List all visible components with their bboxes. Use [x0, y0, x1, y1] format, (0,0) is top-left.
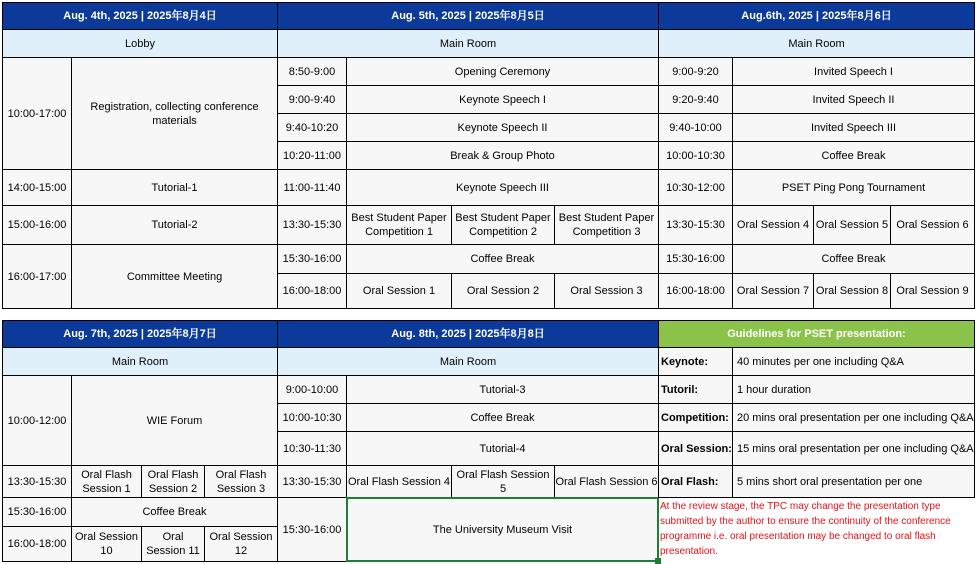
day1-event-3: Tutorial-2: [71, 205, 278, 245]
day4-time-4: 16:00-18:00: [2, 526, 72, 562]
day1-time-1: 10:00-17:00: [2, 57, 72, 170]
guideline-text-tutorial: 1 hour duration: [732, 375, 975, 404]
day3-oral-5: Oral Session 5: [813, 205, 891, 245]
day4-oral-11: Oral Session 11: [141, 526, 205, 562]
day5-flash-4: Oral Flash Session 4: [346, 465, 452, 498]
day2-event-7: Coffee Break: [346, 244, 659, 274]
guideline-text-keynote: 40 minutes per one including Q&A: [732, 347, 975, 376]
day3-header: Aug.6th, 2025 | 2025年8月6日: [658, 2, 975, 30]
day3-time-7: 15:30-16:00: [658, 244, 733, 274]
day4-time-3: 15:30-16:00: [2, 497, 72, 527]
day4-oral-10: Oral Session 10: [71, 526, 142, 562]
day5-time-4: 13:30-15:30: [277, 465, 347, 498]
day4-header: Aug. 7th, 2025 | 2025年8月7日: [2, 320, 278, 348]
day1-time-4: 16:00-17:00: [2, 244, 72, 309]
day3-time-8: 16:00-18:00: [658, 273, 733, 309]
day1-event-1: Registration, collecting conference materials: [71, 57, 278, 170]
day3-room: Main Room: [658, 29, 975, 58]
day5-event-3: Tutorial-4: [346, 431, 659, 466]
day2-competition-2: Best Student Paper Competition 2: [451, 205, 555, 245]
day3-event-2: Invited Speech II: [732, 85, 975, 114]
day4-time-2: 13:30-15:30: [2, 465, 72, 498]
day3-event-7: Coffee Break: [732, 244, 975, 274]
day2-competition-1: Best Student Paper Competition 1: [346, 205, 452, 245]
guideline-label-competition: Competition:: [658, 403, 733, 432]
day2-oral-2: Oral Session 2: [451, 273, 555, 309]
day3-oral-6: Oral Session 6: [890, 205, 975, 245]
day2-oral-3: Oral Session 3: [554, 273, 659, 309]
day3-oral-8: Oral Session 8: [813, 273, 891, 309]
guideline-label-oral-session: Oral Session:: [658, 431, 733, 466]
day1-header: Aug. 4th, 2025 | 2025年8月4日: [2, 2, 278, 30]
guidelines-header: Guidelines for PSET presentation:: [658, 320, 975, 348]
day3-time-5: 10:30-12:00: [658, 169, 733, 206]
day3-oral-4: Oral Session 4: [732, 205, 814, 245]
day4-event-1: WIE Forum: [71, 375, 278, 466]
day1-time-3: 15:00-16:00: [2, 205, 72, 245]
day1-time-2: 14:00-15:00: [2, 169, 72, 206]
day4-oral-12: Oral Session 12: [204, 526, 278, 562]
day3-time-1: 9:00-9:20: [658, 57, 733, 86]
day2-event-4: Break & Group Photo: [346, 141, 659, 170]
day2-header: Aug. 5th, 2025 | 2025年8月5日: [277, 2, 659, 30]
day4-time-1: 10:00-12:00: [2, 375, 72, 466]
review-stage-note: At the review stage, the TPC may change the presentation type submitted by the author to ensure the continuity of the conference programme i.e. oral presentation may be changed to oral flash presentation.: [660, 501, 951, 557]
day4-event-3: Coffee Break: [71, 497, 278, 527]
day2-time-6: 13:30-15:30: [277, 205, 347, 245]
day3-oral-9: Oral Session 9: [890, 273, 975, 309]
day1-event-4: Committee Meeting: [71, 244, 278, 309]
day2-event-2: Keynote Speech I: [346, 85, 659, 114]
day2-competition-3: Best Student Paper Competition 3: [554, 205, 659, 245]
day3-time-3: 9:40-10:00: [658, 113, 733, 142]
guideline-text-oral-flash: 5 mins short oral presentation per one: [732, 465, 975, 498]
day2-time-8: 16:00-18:00: [277, 273, 347, 309]
day4-flash-2: Oral Flash Session 2: [141, 465, 205, 498]
day5-time-3: 10:30-11:30: [277, 431, 347, 466]
day2-time-7: 15:30-16:00: [277, 244, 347, 274]
day1-room: Lobby: [2, 29, 278, 58]
day3-event-1: Invited Speech I: [732, 57, 975, 86]
day3-event-3: Invited Speech III: [732, 113, 975, 142]
day2-time-1: 8:50-9:00: [277, 57, 347, 86]
day5-flash-5: Oral Flash Session 5: [451, 465, 555, 498]
day3-event-5: PSET Ping Pong Tournament: [732, 169, 975, 206]
day2-time-5: 11:00-11:40: [277, 169, 347, 206]
day2-time-2: 9:00-9:40: [277, 85, 347, 114]
guideline-label-keynote: Keynote:: [658, 347, 733, 376]
day5-time-1: 9:00-10:00: [277, 375, 347, 404]
day4-room: Main Room: [2, 347, 278, 376]
day4-flash-1: Oral Flash Session 1: [71, 465, 142, 498]
day5-event-2: Coffee Break: [346, 403, 659, 432]
day2-event-3: Keynote Speech II: [346, 113, 659, 142]
day3-oral-7: Oral Session 7: [732, 273, 814, 309]
day3-time-4: 10:00-10:30: [658, 141, 733, 170]
day5-event-1: Tutorial-3: [346, 375, 659, 404]
day3-time-6: 13:30-15:30: [658, 205, 733, 245]
day2-time-4: 10:20-11:00: [277, 141, 347, 170]
guideline-text-oral-session: 15 mins oral presentation per one including Q&A: [732, 431, 975, 466]
day1-event-2: Tutorial-1: [71, 169, 278, 206]
guideline-label-oral-flash: Oral Flash:: [658, 465, 733, 498]
day5-time-2: 10:00-10:30: [277, 403, 347, 432]
day5-flash-6: Oral Flash Session 6: [554, 465, 659, 498]
guideline-text-competition: 20 mins oral presentation per one including Q&A: [732, 403, 975, 432]
day3-event-4: Coffee Break: [732, 141, 975, 170]
guideline-label-tutorial: Tutoril:: [658, 375, 733, 404]
day2-room: Main Room: [277, 29, 659, 58]
day5-room: Main Room: [277, 347, 659, 376]
day2-time-3: 9:40-10:20: [277, 113, 347, 142]
day4-flash-3: Oral Flash Session 3: [204, 465, 278, 498]
day2-event-5: Keynote Speech III: [346, 169, 659, 206]
day5-time-5: 15:30-16:00: [277, 497, 347, 562]
day5-header: Aug. 8th, 2025 | 2025年8月8日: [277, 320, 659, 348]
day5-event-5[interactable]: The University Museum Visit: [346, 497, 659, 562]
day2-event-1: Opening Ceremony: [346, 57, 659, 86]
day2-oral-1: Oral Session 1: [346, 273, 452, 309]
day3-time-2: 9:20-9:40: [658, 85, 733, 114]
